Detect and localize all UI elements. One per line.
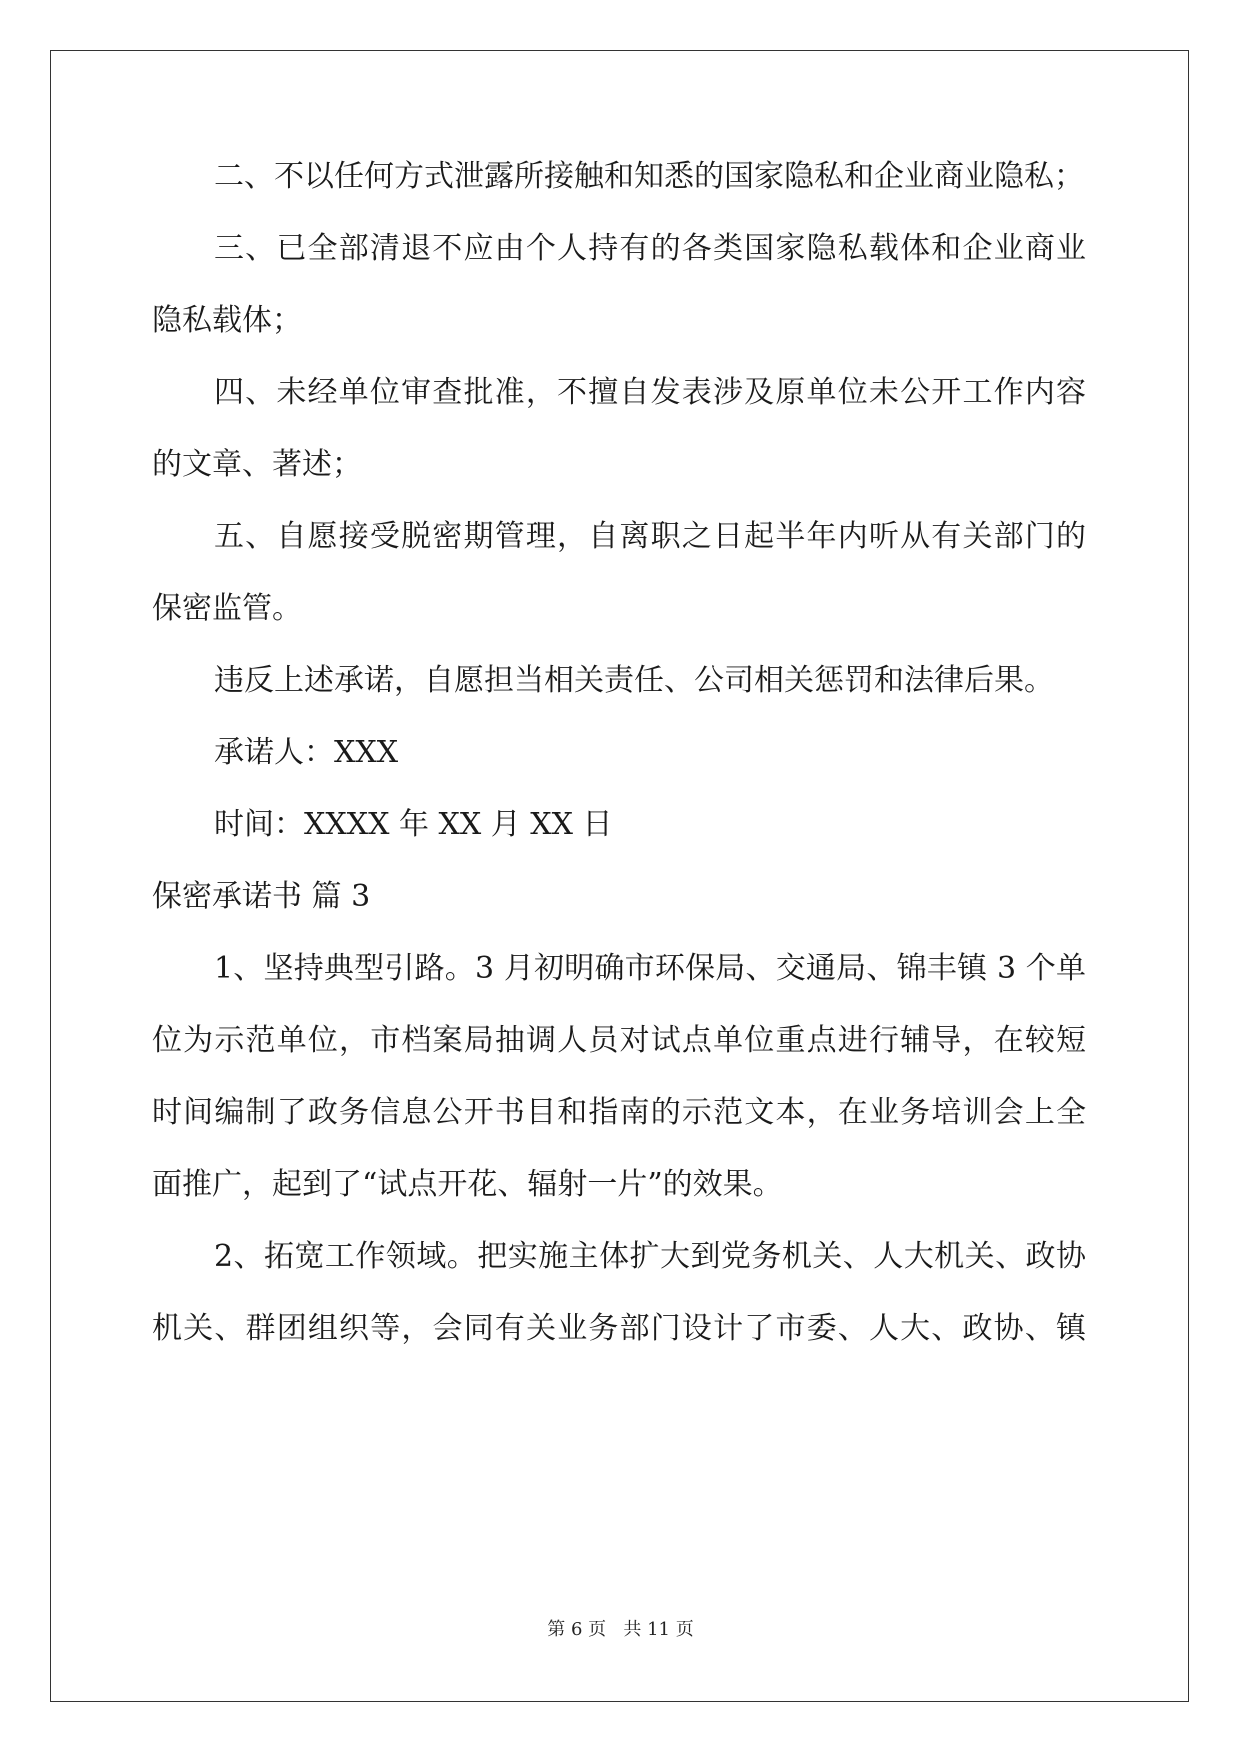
section-heading: 保密承诺书 篇 3 bbox=[152, 879, 371, 914]
paragraph-line: 2、拓宽工作领域。把实施主体扩大到党务机关、人大机关、政协 bbox=[214, 1239, 1086, 1274]
paragraph-line: 机关、群团组织等，会同有关业务部门设计了市委、人大、政协、镇 bbox=[152, 1311, 1086, 1346]
paragraph-line: 面推广，起到了“试点开花、辐射一片”的效果。 bbox=[152, 1167, 783, 1202]
paragraph-line: 的文章、著述； bbox=[152, 447, 362, 482]
signer-line: 承诺人：XXX bbox=[214, 735, 399, 770]
paragraph-line: 隐私载体； bbox=[152, 303, 302, 338]
page-footer bbox=[0, 1618, 1241, 1642]
paragraph-line: 三、已全部清退不应由个人持有的各类国家隐私载体和企业商业 bbox=[214, 231, 1086, 266]
paragraph-line: 违反上述承诺，自愿担当相关责任、公司相关惩罚和法律后果。 bbox=[214, 663, 1054, 698]
page-number: 第 6 页 共 11 页 bbox=[547, 1619, 694, 1640]
paragraph-line: 五、自愿接受脱密期管理，自离职之日起半年内听从有关部门的 bbox=[214, 519, 1086, 554]
paragraph-line: 保密监管。 bbox=[152, 591, 302, 626]
paragraph-line: 四、未经单位审查批准，不擅自发表涉及原单位未公开工作内容 bbox=[214, 375, 1086, 410]
paragraph-line: 位为示范单位，市档案局抽调人员对试点单位重点进行辅导，在较短 bbox=[152, 1023, 1086, 1058]
paragraph-line: 时间编制了政务信息公开书目和指南的示范文本，在业务培训会上全 bbox=[152, 1095, 1086, 1130]
page-border bbox=[50, 50, 1189, 1702]
date-line: 时间：XXXX 年 XX 月 XX 日 bbox=[214, 807, 613, 842]
paragraph-line: 1、坚持典型引路。3 月初明确市环保局、交通局、锦丰镇 3 个单 bbox=[214, 951, 1086, 986]
paragraph-line: 二、不以任何方式泄露所接触和知悉的国家隐私和企业商业隐私； bbox=[214, 159, 1084, 194]
